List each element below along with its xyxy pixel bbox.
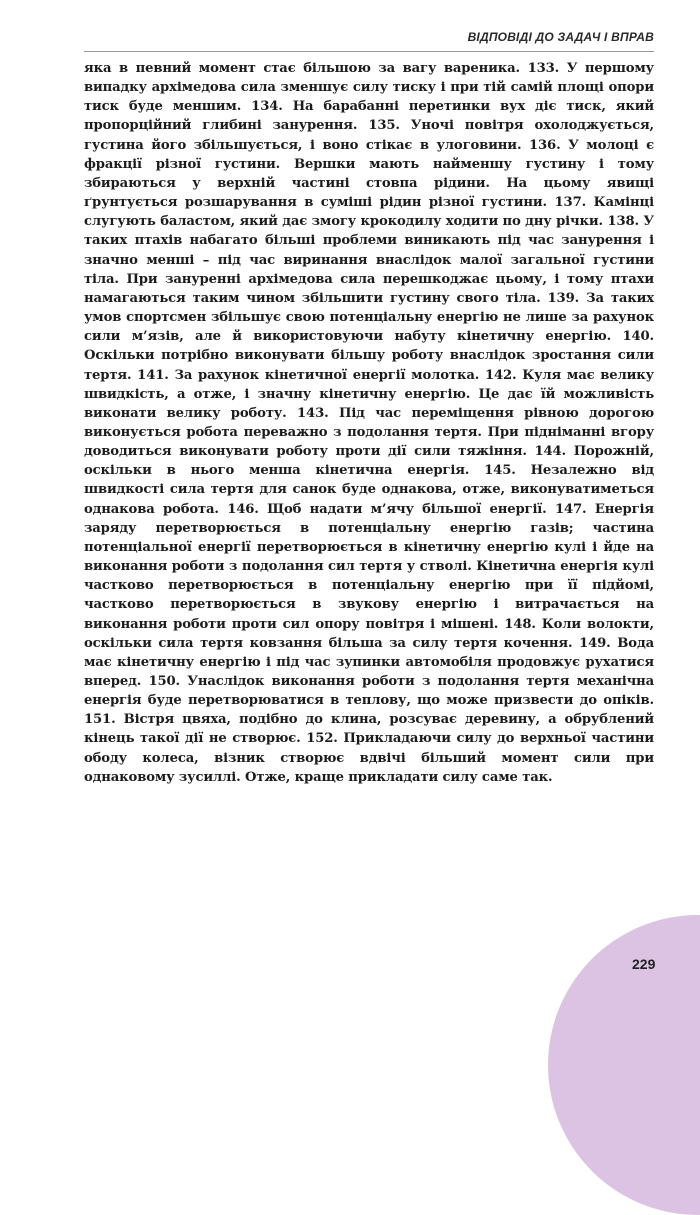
answer-number: 148. <box>504 616 536 632</box>
page-corner-decoration <box>548 915 700 1215</box>
answer-number: 133. <box>527 61 560 76</box>
answer-number: 141. <box>137 367 169 383</box>
answer-text: На барабанні перетинки вух діє тиск, який пропорційний глибині занурення. <box>84 99 654 134</box>
answer-text: Оскільки потрібно виконувати більшу роботу внаслідок зростання сили тертя. <box>84 348 654 383</box>
answer-number: 143. <box>297 405 329 421</box>
answer-text: Уночі повітря охолоджується, густина його збільшується, і воно стікає в улоговини. <box>84 118 654 153</box>
answer-text: Щоб надати м’ячу більшої енергії. <box>267 501 547 517</box>
running-header: ВІДПОВІДІ ДО ЗАДАЧ І ВПРАВ <box>467 30 654 44</box>
page-number: 229 <box>632 956 656 972</box>
answer-text: У першому випадку архімедова сила зменшує силу тиску і при тій самій площі опори тиск буде меншим. <box>84 61 654 115</box>
answer-text: За таких умов спортсмен збільшує свою потенціальну енергію не лише за рахунок сили м’язів, але й використовуючи набуту кінетичну енергію. <box>84 290 654 345</box>
answer-text: Коли волокти, оскільки сила тертя ковзання більша за силу тертя кочення. <box>84 616 654 651</box>
answer-number: 147. <box>554 501 587 517</box>
answer-text: Вода має кінетичну енергію і під час зупинки автомобіля продовжує рухатися вперед. <box>84 635 654 689</box>
answer-number: 142. <box>484 367 517 383</box>
answer-number: 144. <box>534 444 566 460</box>
answer-text: Енергія заряду перетворюється в потенціальну енергію газів; частина потенціальної енергії перетворюється в кінетичну енергію кулі і йде на виконання роботи з подолання сил тертя у стволі. Кінетична енергія кулі частково перетворюється в потенціальну енергію при її підйомі, частково перетворюється в звукову енергію і витрачається на виконання роботи проти сил опору повітря і мішені. <box>84 501 654 632</box>
answer-text: У молоці є фракції різної густини. Вершки мають найменшу густину і тому збираються у верхній частині стовпа рідини. На цьому явищі ґрунтується розшарування в суміші рідин різної густини. <box>84 137 654 211</box>
answer-number: 137. <box>554 195 587 211</box>
answer-text: Незалежно від швидкості сила тертя для санок буде однакова, отже, виконуватиметься однакова робота. <box>84 463 654 517</box>
answer-number: 151. <box>84 712 116 728</box>
answer-number: 145. <box>484 463 516 479</box>
answers-text <box>84 59 654 787</box>
answer-text: яка в певний момент стає більшою за вагу вареника. <box>84 61 520 76</box>
answer-number: 138. <box>607 214 639 230</box>
answer-number: 140. <box>622 329 654 345</box>
answer-number: 152. <box>306 731 338 747</box>
answer-number: 150. <box>148 674 180 689</box>
answer-text: За рахунок кінетичної енергії молотка. <box>174 367 480 383</box>
answer-text: Унаслідок виконання роботи з подолання тертя механічна енергія буде перетворюватися в теплову, що може призвести до опіків. <box>84 674 654 709</box>
answer-text: Прикладаючи силу до верхньої частини ободу колеса, візник створює вдвічі більший момент сили при однаковому зусиллі. Отже, краще прикладати силу саме так. <box>84 731 654 785</box>
header-divider <box>84 51 654 52</box>
answer-text: Куля має велику швидкість, а отже, і значну кінетичну енергію. Це дає їй можливість виконати велику роботу. <box>84 367 654 421</box>
answer-number: 135. <box>368 118 400 134</box>
answer-text: Під час переміщення рівною дорогою виконується робота переважно з подолання тертя. При підніманні вгору доводиться виконувати роботу проти дії сили тяжіння. <box>84 405 654 460</box>
answer-text: Порожній, оскільки в нього менша кінетична енергія. <box>84 444 654 479</box>
answers-paragraph <box>84 59 654 787</box>
answer-number: 136. <box>529 137 561 153</box>
answer-number: 139. <box>547 290 580 306</box>
answer-number: 149. <box>579 635 611 651</box>
answer-text: Камінці слугують баластом, який дає змогу крокодилу ходити по дну річки. <box>84 195 654 230</box>
answer-number: 134. <box>251 99 283 115</box>
answer-text: У таких птахів набагато більші проблеми виникають під час занурення і значно менші – під час виринання внаслідок малої загальної густини тіла. При зануренні архімедова сила перешкоджає цьому, і тому птахи намагаються таким чином збільшити густину свого тіла. <box>84 214 654 306</box>
answer-text: Вістря цвяха, подібно до клина, розсуває деревину, а обрублений кінець такої дії не створює. <box>84 712 654 747</box>
answer-number: 146. <box>227 501 259 517</box>
